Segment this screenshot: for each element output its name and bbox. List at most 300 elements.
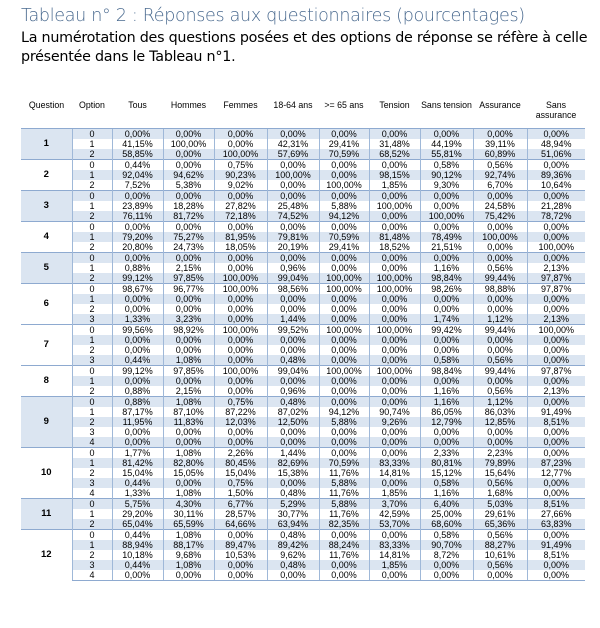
- percentage-cell: 0,00%: [473, 376, 527, 386]
- percentage-cell: 0,00%: [214, 560, 267, 570]
- percentage-cell: 15,64%: [473, 468, 527, 478]
- percentage-cell: 0,00%: [319, 355, 369, 366]
- question-number: 11: [21, 499, 72, 530]
- percentage-cell: 0,00%: [473, 427, 527, 437]
- percentage-cell: 78,49%: [420, 232, 473, 242]
- percentage-cell: 0,88%: [112, 263, 163, 273]
- percentage-cell: 79,89%: [473, 458, 527, 468]
- table-row: [21, 499, 585, 510]
- percentage-cell: 0,00%: [267, 437, 319, 448]
- option-cell: 0: [72, 129, 112, 140]
- table-row: [21, 540, 585, 550]
- percentage-cell: 0,00%: [420, 129, 473, 140]
- table-row: [21, 253, 585, 264]
- percentage-cell: 60,89%: [473, 149, 527, 160]
- percentage-cell: 5,38%: [163, 180, 214, 191]
- percentage-cell: 5,88%: [319, 201, 369, 211]
- percentage-cell: 100,00%: [420, 211, 473, 222]
- option-cell: 2: [72, 304, 112, 314]
- percentage-cell: 15,04%: [214, 468, 267, 478]
- percentage-cell: 1,16%: [420, 488, 473, 499]
- percentage-cell: 65,36%: [473, 519, 527, 530]
- percentage-cell: 0,00%: [369, 253, 420, 264]
- percentage-cell: 0,00%: [163, 376, 214, 386]
- percentage-cell: 0,00%: [369, 530, 420, 541]
- percentage-cell: 97,87%: [527, 273, 585, 284]
- percentage-cell: 89,42%: [267, 540, 319, 550]
- percentage-cell: 6,40%: [420, 499, 473, 510]
- percentage-cell: 0,00%: [319, 530, 369, 541]
- percentage-cell: 5,29%: [267, 499, 319, 510]
- percentage-cell: 15,38%: [267, 468, 319, 478]
- percentage-cell: 0,00%: [319, 560, 369, 570]
- percentage-cell: 0,56%: [473, 386, 527, 397]
- question-number: 2: [21, 160, 72, 191]
- percentage-cell: 0,00%: [369, 222, 420, 233]
- question-number: 12: [21, 530, 72, 581]
- percentage-cell: 10,53%: [214, 550, 267, 560]
- table-row: [21, 550, 585, 560]
- percentage-cell: 0,00%: [112, 335, 163, 345]
- percentage-cell: 0,00%: [267, 478, 319, 488]
- percentage-cell: 0,00%: [527, 530, 585, 541]
- percentage-cell: 63,94%: [267, 519, 319, 530]
- percentage-cell: 92,04%: [112, 170, 163, 180]
- option-cell: 1: [72, 263, 112, 273]
- percentage-cell: 57,69%: [267, 149, 319, 160]
- percentage-cell: 1,85%: [369, 560, 420, 570]
- percentage-cell: 90,12%: [420, 170, 473, 180]
- percentage-cell: 0,00%: [319, 294, 369, 304]
- percentage-cell: 20,80%: [112, 242, 163, 253]
- percentage-cell: 0,00%: [214, 129, 267, 140]
- percentage-cell: 0,00%: [267, 427, 319, 437]
- percentage-cell: 0,96%: [267, 386, 319, 397]
- percentage-cell: 11,76%: [319, 488, 369, 499]
- option-cell: 0: [72, 160, 112, 171]
- percentage-cell: 0,56%: [473, 263, 527, 273]
- percentage-cell: 98,84%: [420, 273, 473, 284]
- table-row: [21, 242, 585, 253]
- percentage-cell: 94,12%: [319, 407, 369, 417]
- percentage-cell: 6,70%: [473, 180, 527, 191]
- percentage-cell: 0,00%: [473, 222, 527, 233]
- option-cell: 3: [72, 478, 112, 488]
- percentage-cell: 0,00%: [420, 345, 473, 355]
- percentage-cell: 0,00%: [214, 304, 267, 314]
- percentage-cell: 0,00%: [112, 294, 163, 304]
- percentage-cell: 86,03%: [473, 407, 527, 417]
- table-row: [21, 407, 585, 417]
- percentage-cell: 23,89%: [112, 201, 163, 211]
- percentage-cell: 63,83%: [527, 519, 585, 530]
- percentage-cell: 0,00%: [319, 263, 369, 273]
- percentage-cell: 98,92%: [163, 325, 214, 336]
- percentage-cell: 0,00%: [369, 294, 420, 304]
- percentage-cell: 100,00%: [369, 284, 420, 295]
- percentage-cell: 89,36%: [527, 170, 585, 180]
- percentage-cell: 1,12%: [473, 314, 527, 325]
- option-cell: 3: [72, 355, 112, 366]
- percentage-cell: 0,00%: [473, 335, 527, 345]
- option-cell: 3: [72, 314, 112, 325]
- option-cell: 1: [72, 294, 112, 304]
- percentage-cell: 0,00%: [319, 376, 369, 386]
- percentage-cell: 0,00%: [473, 129, 527, 140]
- percentage-cell: 0,00%: [420, 376, 473, 386]
- percentage-cell: 0,00%: [473, 345, 527, 355]
- percentage-cell: 97,87%: [527, 284, 585, 295]
- percentage-cell: 100,00%: [319, 273, 369, 284]
- percentage-cell: 0,00%: [163, 427, 214, 437]
- percentage-cell: 0,00%: [527, 437, 585, 448]
- percentage-cell: 29,20%: [112, 509, 163, 519]
- percentage-cell: 41,15%: [112, 139, 163, 149]
- percentage-cell: 0,48%: [267, 560, 319, 570]
- percentage-cell: 12,77%: [527, 468, 585, 478]
- percentage-cell: 98,26%: [420, 284, 473, 295]
- table-row: [21, 284, 585, 295]
- percentage-cell: 0,00%: [527, 191, 585, 202]
- percentage-cell: 15,04%: [112, 468, 163, 478]
- option-cell: 1: [72, 540, 112, 550]
- table-row: [21, 129, 585, 140]
- percentage-cell: 0,00%: [112, 345, 163, 355]
- percentage-cell: 0,00%: [420, 560, 473, 570]
- percentage-cell: 100,00%: [267, 170, 319, 180]
- percentage-cell: 0,00%: [163, 294, 214, 304]
- percentage-cell: 12,50%: [267, 417, 319, 427]
- table-row: [21, 263, 585, 273]
- percentage-cell: 0,00%: [319, 345, 369, 355]
- column-header: Sans assurance: [535, 100, 577, 120]
- percentage-cell: 53,70%: [369, 519, 420, 530]
- percentage-cell: 0,00%: [369, 478, 420, 488]
- percentage-cell: 0,00%: [267, 129, 319, 140]
- table-row: [21, 386, 585, 397]
- percentage-cell: 8,51%: [527, 417, 585, 427]
- percentage-cell: 0,00%: [369, 437, 420, 448]
- percentage-cell: 100,00%: [163, 139, 214, 149]
- option-cell: 1: [72, 201, 112, 211]
- percentage-cell: 9,68%: [163, 550, 214, 560]
- percentage-cell: 0,00%: [369, 355, 420, 366]
- column-header: Sans tension: [421, 100, 472, 110]
- option-cell: 0: [72, 325, 112, 336]
- percentage-cell: 99,12%: [112, 273, 163, 284]
- percentage-cell: 94,12%: [319, 211, 369, 222]
- percentage-cell: 100,00%: [473, 232, 527, 242]
- option-cell: 4: [72, 570, 112, 581]
- option-cell: 0: [72, 222, 112, 233]
- table-row: [21, 458, 585, 468]
- percentage-cell: 0,00%: [369, 335, 420, 345]
- percentage-cell: 0,00%: [319, 253, 369, 264]
- percentage-cell: 0,00%: [369, 397, 420, 408]
- percentage-cell: 1,16%: [420, 263, 473, 273]
- percentage-cell: 0,48%: [267, 488, 319, 499]
- percentage-cell: 99,44%: [473, 366, 527, 377]
- percentage-cell: 100,00%: [369, 273, 420, 284]
- percentage-cell: 0,00%: [214, 345, 267, 355]
- percentage-cell: 0,00%: [473, 253, 527, 264]
- percentage-cell: 99,56%: [112, 325, 163, 336]
- percentage-cell: 100,00%: [369, 325, 420, 336]
- percentage-cell: 0,00%: [369, 376, 420, 386]
- option-cell: 0: [72, 284, 112, 295]
- percentage-cell: 0,00%: [112, 222, 163, 233]
- percentage-cell: 90,70%: [420, 540, 473, 550]
- percentage-cell: 0,00%: [420, 304, 473, 314]
- percentage-cell: 98,56%: [267, 284, 319, 295]
- percentage-cell: 1,33%: [112, 314, 163, 325]
- table-row: [21, 478, 585, 488]
- percentage-cell: 99,12%: [112, 366, 163, 377]
- question-number: 5: [21, 253, 72, 284]
- percentage-cell: 2,15%: [163, 263, 214, 273]
- percentage-cell: 0,88%: [112, 397, 163, 408]
- percentage-cell: 87,17%: [112, 407, 163, 417]
- percentage-cell: 18,52%: [369, 242, 420, 253]
- percentage-cell: 70,59%: [319, 458, 369, 468]
- percentage-cell: 1,50%: [214, 488, 267, 499]
- table-row: [21, 468, 585, 478]
- table-row: [21, 335, 585, 345]
- column-header: Tension: [379, 100, 410, 110]
- table-row: [21, 448, 585, 459]
- percentage-cell: 0,00%: [527, 355, 585, 366]
- percentage-cell: 0,00%: [369, 427, 420, 437]
- table-row: [21, 355, 585, 366]
- percentage-cell: 81,42%: [112, 458, 163, 468]
- percentage-cell: 3,23%: [163, 314, 214, 325]
- percentage-cell: 2,23%: [473, 448, 527, 459]
- percentage-cell: 58,85%: [112, 149, 163, 160]
- percentage-cell: 9,26%: [369, 417, 420, 427]
- percentage-cell: 0,58%: [420, 160, 473, 171]
- percentage-cell: 0,00%: [369, 263, 420, 273]
- percentage-cell: 0,00%: [420, 427, 473, 437]
- percentage-cell: 100,00%: [214, 284, 267, 295]
- option-cell: 2: [72, 273, 112, 284]
- percentage-cell: 72,18%: [214, 211, 267, 222]
- percentage-cell: 0,00%: [319, 314, 369, 325]
- percentage-cell: 0,00%: [527, 294, 585, 304]
- column-header: Option: [79, 100, 105, 110]
- percentage-cell: 1,85%: [369, 180, 420, 191]
- percentage-cell: 0,00%: [369, 448, 420, 459]
- percentage-cell: 0,00%: [214, 335, 267, 345]
- percentage-cell: 0,00%: [319, 222, 369, 233]
- table-row: [21, 325, 585, 336]
- column-header: Femmes: [223, 100, 258, 110]
- option-cell: 2: [72, 417, 112, 427]
- percentage-cell: 99,44%: [473, 273, 527, 284]
- percentage-cell: 39,11%: [473, 139, 527, 149]
- percentage-cell: 0,00%: [527, 560, 585, 570]
- column-header: Tous: [128, 100, 147, 110]
- percentage-cell: 0,00%: [214, 139, 267, 149]
- percentage-cell: 0,00%: [112, 253, 163, 264]
- percentage-cell: 86,05%: [420, 407, 473, 417]
- percentage-cell: 27,66%: [527, 509, 585, 519]
- percentage-cell: 79,20%: [112, 232, 163, 242]
- percentage-cell: 11,95%: [112, 417, 163, 427]
- percentage-cell: 0,75%: [214, 160, 267, 171]
- percentage-cell: 1,16%: [420, 386, 473, 397]
- percentage-cell: 83,33%: [369, 540, 420, 550]
- percentage-cell: 82,35%: [319, 519, 369, 530]
- percentage-cell: 80,45%: [214, 458, 267, 468]
- option-cell: 0: [72, 499, 112, 510]
- percentage-cell: 98,15%: [369, 170, 420, 180]
- option-cell: 0: [72, 366, 112, 377]
- percentage-cell: 0,00%: [527, 304, 585, 314]
- percentage-cell: 0,00%: [214, 355, 267, 366]
- question-number: 1: [21, 129, 72, 160]
- percentage-cell: 1,12%: [473, 397, 527, 408]
- percentage-cell: 0,00%: [369, 314, 420, 325]
- percentage-cell: 2,15%: [163, 386, 214, 397]
- percentage-cell: 31,48%: [369, 139, 420, 149]
- percentage-cell: 0,00%: [369, 129, 420, 140]
- percentage-cell: 0,00%: [369, 345, 420, 355]
- percentage-cell: 21,51%: [420, 242, 473, 253]
- percentage-cell: 0,56%: [473, 530, 527, 541]
- percentage-cell: 100,00%: [214, 325, 267, 336]
- percentage-cell: 0,00%: [527, 222, 585, 233]
- percentage-cell: 0,00%: [267, 160, 319, 171]
- percentage-cell: 0,00%: [214, 222, 267, 233]
- percentage-cell: 97,85%: [163, 273, 214, 284]
- percentage-cell: 100,00%: [319, 284, 369, 295]
- percentage-cell: 1,77%: [112, 448, 163, 459]
- percentage-cell: 29,41%: [319, 139, 369, 149]
- percentage-cell: 0,44%: [112, 530, 163, 541]
- percentage-cell: 0,00%: [214, 253, 267, 264]
- percentage-cell: 87,02%: [267, 407, 319, 417]
- table-row: [21, 211, 585, 222]
- percentage-cell: 0,00%: [214, 570, 267, 581]
- option-cell: 2: [72, 149, 112, 160]
- percentage-cell: 0,00%: [527, 376, 585, 386]
- percentage-cell: 0,44%: [112, 478, 163, 488]
- percentage-cell: 0,00%: [319, 397, 369, 408]
- percentage-cell: 0,00%: [163, 570, 214, 581]
- percentage-cell: 0,44%: [112, 355, 163, 366]
- percentage-cell: 0,00%: [214, 314, 267, 325]
- percentage-cell: 1,08%: [163, 530, 214, 541]
- percentage-cell: 100,00%: [527, 242, 585, 253]
- question-number: 7: [21, 325, 72, 366]
- percentage-cell: 94,62%: [163, 170, 214, 180]
- percentage-cell: 4,30%: [163, 499, 214, 510]
- percentage-cell: 0,00%: [369, 160, 420, 171]
- percentage-cell: 0,88%: [112, 386, 163, 397]
- percentage-cell: 100,00%: [214, 273, 267, 284]
- percentage-cell: 65,04%: [112, 519, 163, 530]
- option-cell: 0: [72, 191, 112, 202]
- percentage-cell: 1,33%: [112, 488, 163, 499]
- percentage-cell: 0,00%: [112, 427, 163, 437]
- percentage-cell: 14,81%: [369, 468, 420, 478]
- percentage-cell: 0,00%: [369, 386, 420, 397]
- percentage-cell: 42,31%: [267, 139, 319, 149]
- percentage-cell: 0,00%: [319, 160, 369, 171]
- percentage-cell: 0,00%: [267, 335, 319, 345]
- table-row: [21, 222, 585, 233]
- table-caption: La numérotation des questions posées et des options de réponse se réfère à celle présentée dans le Tableau n°1.: [21, 30, 588, 65]
- percentage-cell: 27,82%: [214, 201, 267, 211]
- option-cell: 0: [72, 253, 112, 264]
- percentage-cell: 87,10%: [163, 407, 214, 417]
- percentage-cell: 11,76%: [319, 468, 369, 478]
- percentage-cell: 0,00%: [319, 170, 369, 180]
- percentage-cell: 81,95%: [214, 232, 267, 242]
- table-row: [21, 560, 585, 570]
- percentage-cell: 3,70%: [369, 499, 420, 510]
- question-number: 6: [21, 284, 72, 325]
- table-row: [21, 488, 585, 499]
- percentage-cell: 0,00%: [527, 160, 585, 171]
- percentage-cell: 0,00%: [112, 191, 163, 202]
- percentage-cell: 11,83%: [163, 417, 214, 427]
- question-number: 8: [21, 366, 72, 397]
- percentage-cell: 91,49%: [527, 407, 585, 417]
- percentage-cell: 80,81%: [420, 458, 473, 468]
- table-row: [21, 314, 585, 325]
- table-row: [21, 530, 585, 541]
- percentage-cell: 0,00%: [267, 376, 319, 386]
- percentage-cell: 0,00%: [214, 530, 267, 541]
- table-row: [21, 180, 585, 191]
- percentage-cell: 0,00%: [319, 437, 369, 448]
- table-row: [21, 345, 585, 355]
- percentage-cell: 0,56%: [473, 560, 527, 570]
- percentage-cell: 0,00%: [527, 253, 585, 264]
- percentage-cell: 0,44%: [112, 560, 163, 570]
- percentage-cell: 0,00%: [163, 345, 214, 355]
- percentage-cell: 92,74%: [473, 170, 527, 180]
- percentage-cell: 0,00%: [473, 242, 527, 253]
- percentage-cell: 0,00%: [112, 570, 163, 581]
- percentage-cell: 100,00%: [214, 366, 267, 377]
- percentage-cell: 0,96%: [267, 263, 319, 273]
- table-row: [21, 376, 585, 386]
- percentage-cell: 2,13%: [527, 386, 585, 397]
- percentage-cell: 29,61%: [473, 509, 527, 519]
- percentage-cell: 68,52%: [369, 149, 420, 160]
- percentage-cell: 1,44%: [267, 448, 319, 459]
- percentage-cell: 0,44%: [112, 160, 163, 171]
- percentage-cell: 2,26%: [214, 448, 267, 459]
- percentage-cell: 100,00%: [319, 366, 369, 377]
- percentage-cell: 0,00%: [163, 478, 214, 488]
- percentage-cell: 15,05%: [163, 468, 214, 478]
- option-cell: 0: [72, 448, 112, 459]
- percentage-cell: 1,08%: [163, 397, 214, 408]
- percentage-cell: 0,00%: [319, 427, 369, 437]
- percentage-cell: 90,23%: [214, 170, 267, 180]
- percentage-cell: 0,00%: [112, 437, 163, 448]
- percentage-cell: 0,00%: [527, 488, 585, 499]
- percentage-cell: 100,00%: [369, 366, 420, 377]
- percentage-cell: 0,00%: [527, 345, 585, 355]
- percentage-cell: 0,58%: [420, 355, 473, 366]
- percentage-cell: 29,41%: [319, 242, 369, 253]
- percentage-cell: 82,80%: [163, 458, 214, 468]
- question-number: 9: [21, 397, 72, 448]
